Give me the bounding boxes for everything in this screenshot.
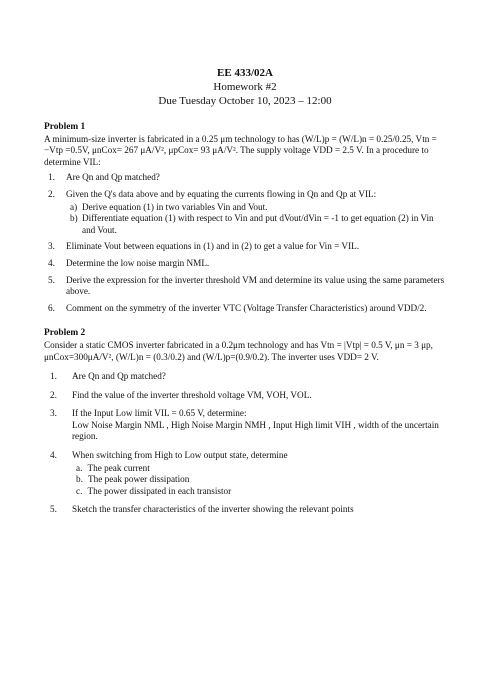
- item-number: 5.: [50, 504, 57, 515]
- problem-1-list: [44, 172, 446, 314]
- item-text: Are Qn and Qp matched?: [72, 371, 166, 382]
- item-continuation: Low Noise Margin NML , High Noise Margin NMH , Input High limit VIH , width of the uncertain region.: [72, 419, 439, 442]
- problem-1-intro: A minimum-size inverter is fabricated in a 0.25 μm technology to has (W/L)p = (W/L)n = 0.25/0.25, Vtn = −Vtp =0.5V, μnCox= 267 μA/V², μpCox= 93 μA/V². The supply voltage VDD = 2.5 V. In a procedure to determine VIL:: [44, 133, 437, 167]
- sub-item: [72, 486, 446, 498]
- sub-item-text: Differentiate equation (1) with respect to Vin and put dVout/dVin = -1 to get equation (2) in Vin and Vout.: [82, 213, 434, 235]
- course-code: EE 433/02A: [217, 67, 273, 79]
- list-item: [44, 390, 446, 402]
- due-date: Due Tuesday October 10, 2023 – 12:00: [158, 95, 332, 107]
- item-text: Eliminate Vout between equations in (1) and in (2) to get a value for Vin = VIL.: [66, 241, 360, 252]
- item-text: Sketch the transfer characteristics of the inverter showing the relevant points: [72, 504, 354, 515]
- list-item: [44, 258, 446, 270]
- item-text: Given the Q's data above and by equating the currents flowing in Qn and Qp at VIL:: [66, 188, 377, 199]
- sub-list: [72, 463, 446, 498]
- sub-item-letter: b.: [76, 474, 83, 485]
- problem-2-intro: Consider a static CMOS inverter fabricated in a 0.2μm technology and has Vtn = |Vtp| = 0.5 V, μn = 3 μp, μnCox=300μA/V², (W/L)n = (0.3/0.2) and (W/L)p=(0.9/0.2). The inverter uses VDD= 2 V.: [44, 339, 433, 362]
- homework-number: Homework #2: [213, 81, 277, 93]
- sub-item-text: The peak current: [87, 462, 150, 473]
- list-item: [44, 303, 446, 315]
- problem-1-title: Problem 1: [44, 122, 86, 132]
- list-item: [44, 172, 446, 184]
- item-number: 3.: [50, 408, 57, 419]
- list-item: [44, 408, 446, 443]
- item-number: 5.: [48, 274, 55, 285]
- item-number: 3.: [48, 241, 55, 252]
- item-text: Are Qn and Qp matched?: [66, 172, 160, 183]
- item-text: Comment on the symmetry of the inverter VTC (Voltage Transfer Characteristics) around VDD/2.: [66, 302, 427, 313]
- problem-2-list: [44, 371, 446, 516]
- sub-item-letter: b): [70, 213, 78, 224]
- item-number: 2.: [50, 389, 57, 400]
- sub-item-text: Derive equation (1) in two variables Vin and Vout.: [82, 201, 268, 212]
- sub-item-letter: a): [70, 201, 78, 212]
- document-header: [44, 66, 446, 108]
- sub-item-text: The peak power dissipation: [88, 474, 190, 485]
- list-item: [44, 241, 446, 253]
- problem-2-title: Problem 2: [44, 328, 86, 339]
- problem-2: [44, 328, 446, 516]
- sub-list: [66, 202, 446, 237]
- item-text: Find the value of the inverter threshold voltage VM, VOH, VOL.: [72, 389, 312, 400]
- list-item: [44, 371, 446, 383]
- list-item: [44, 504, 446, 516]
- sub-item-text: The power dissipated in each transistor: [87, 485, 232, 496]
- item-number: 4.: [48, 257, 55, 268]
- sub-item-letter: c.: [76, 485, 83, 496]
- item-number: 1.: [50, 371, 57, 382]
- problem-1: [44, 122, 446, 314]
- sub-item-letter: a.: [76, 462, 83, 473]
- sub-item: [66, 202, 446, 214]
- item-text: If the Input Low limit VIL = 0.65 V, determine:: [72, 408, 247, 419]
- sub-item: [66, 213, 446, 236]
- item-text: Determine the low noise margin NML.: [66, 257, 210, 268]
- item-number: 2.: [48, 188, 55, 199]
- list-item: [44, 189, 446, 236]
- list-item: [44, 450, 446, 497]
- item-text: Derive the expression for the inverter threshold VM and determine its value using the same parameters above.: [66, 274, 445, 297]
- item-number: 6.: [48, 302, 55, 313]
- item-text: When switching from High to Low output state, determine: [72, 450, 288, 461]
- sub-item: [72, 474, 446, 486]
- item-number: 1.: [48, 172, 55, 183]
- sub-item: [72, 463, 446, 475]
- item-number: 4.: [50, 450, 57, 461]
- list-item: [44, 275, 446, 298]
